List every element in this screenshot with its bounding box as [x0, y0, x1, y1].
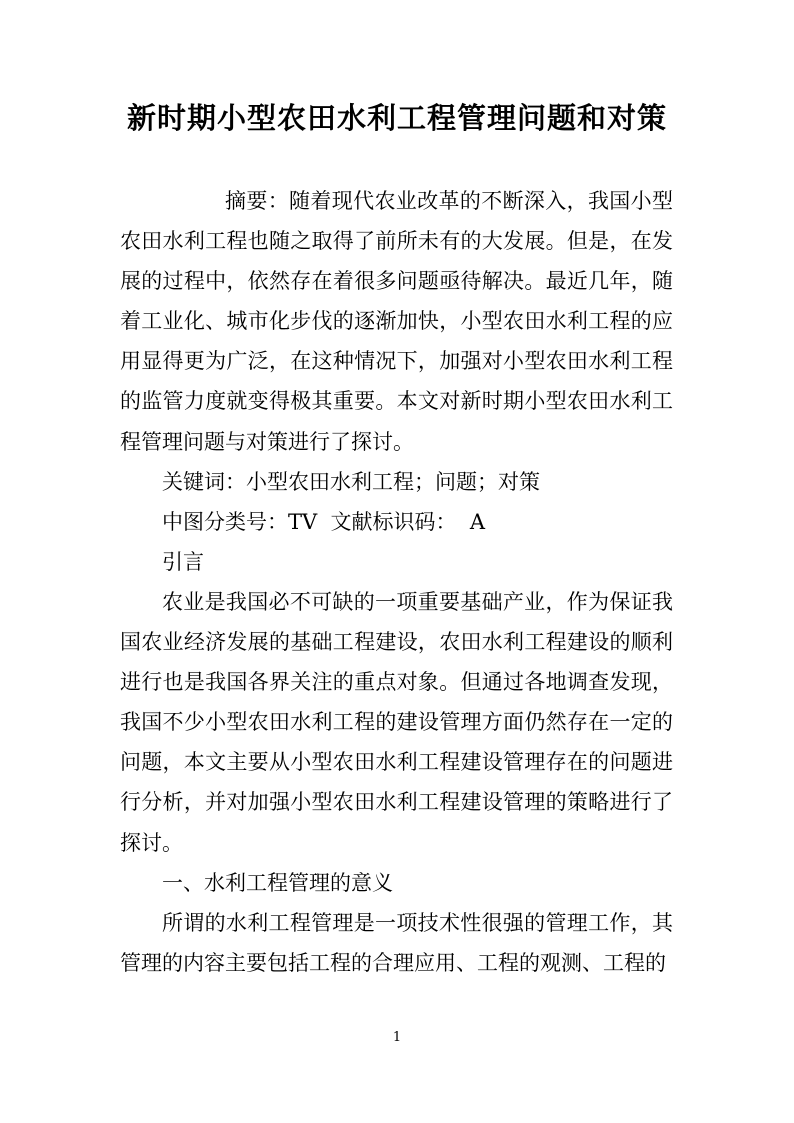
intro-heading: 引言 [162, 549, 204, 574]
document-body [120, 181, 673, 983]
section1-paragraph: 所谓的水利工程管理是一项技术性很强的管理工作，其管理的内容主要包括工程的合理应用、工程的观测、工程的 [120, 910, 673, 975]
page-number: 1 [392, 1030, 402, 1045]
section1-heading: 一、水利工程管理的意义 [162, 870, 393, 895]
keywords-line: 关键词：小型农田水利工程；问题；对策 [162, 469, 540, 494]
classification-line: 中图分类号：TV 文献标识码： A [162, 509, 486, 534]
abstract-paragraph: 摘要：随着现代农业改革的不断深入，我国小型农田水利工程也随之取得了前所未有的大发展。但是，在发展的过程中，依然存在着很多问题亟待解决。最近几年，随着工业化、城市化步伐的逐渐加快，小型农田水利工程的应用显得更为广泛，在这种情况下，加强对小型农田水利工程的监管力度就变得极其重要。本文对新时期小型农田水利工程管理问题与对策进行了探讨。 [120, 189, 673, 454]
document-title: 新时期小型农田水利工程管理问题和对策 [126, 101, 667, 135]
intro-paragraph: 农业是我国必不可缺的一项重要基础产业，作为保证我国农业经济发展的基础工程建设，农田水利工程建设的顺利进行也是我国各界关注的重点对象。但通过各地调查发现，我国不少小型农田水利工程的建设管理方面仍然存在一定的问题，本文主要从小型农田水利工程建设管理存在的问题进行分析，并对加强小型农田水利工程建设管理的策略进行了探讨。 [120, 589, 673, 855]
